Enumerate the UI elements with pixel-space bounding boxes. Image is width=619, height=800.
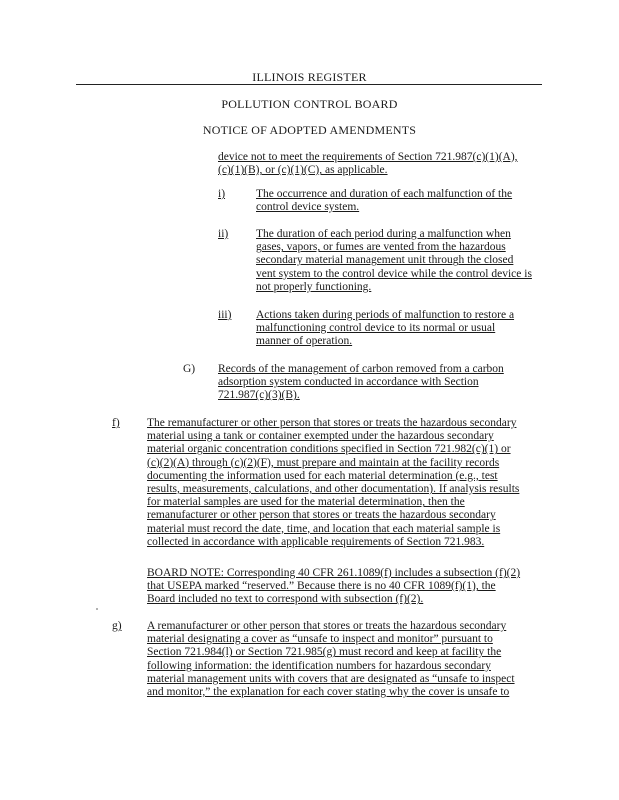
text-line: material must record the date, time, and location that each material sample is [147, 522, 501, 535]
text-line: material management units with covers that are designated as “unsafe to inspect [147, 672, 515, 685]
text-line: Actions taken during periods of malfunction to restore a [256, 309, 515, 321]
text-line: for material samples are used for the material determination, then the [147, 496, 465, 509]
item-text-i [256, 188, 512, 214]
board-note [147, 567, 520, 607]
notice-title: NOTICE OF ADOPTED AMENDMENTS [202, 123, 417, 137]
text-line: gases, vapors, or fumes are vented from the hazardous [256, 241, 506, 254]
text-line: The duration of each period during a malfunction when [256, 228, 511, 240]
header-rule [76, 84, 542, 85]
item-text-iii [256, 309, 514, 349]
text-line: malfunctioning control device to its normal or usual [256, 322, 496, 335]
text-line: Section 721.984(l) or Section 721.985(g) must record and keep at facility the [147, 646, 502, 659]
continuation-text [218, 151, 518, 177]
subsection-label-f: f) [112, 417, 120, 429]
item-label-iii: iii) [218, 309, 232, 321]
board-title: POLLUTION CONTROL BOARD [221, 97, 398, 111]
text-line: results, measurements, calculations, and other documentation). If analysis results [147, 483, 520, 496]
text-line: collected in accordance with applicable requirements of Section 721.983. [147, 535, 485, 548]
text-line: (c)(1)(B), or (c)(1)(C), as applicable. [218, 164, 388, 177]
subsection-label-g-upper: G) [183, 363, 196, 375]
text-line: following information: the identification numbers for hazardous secondary [147, 659, 491, 672]
text-line: secondary material management unit through the closed [256, 254, 514, 267]
text-line: material designating a cover as “unsafe to inspect and monitor” pursuant to [147, 633, 493, 646]
text-line: documenting the information used for each material determination (e.g., test [147, 469, 498, 482]
text-line: manner of operation. [256, 335, 353, 348]
subsection-text-g-upper [218, 363, 504, 403]
text-line: and monitor,” the explanation for each cover stating why the cover is unsafe to [147, 686, 510, 699]
text-line: vent system to the control device while the control device is [256, 267, 532, 280]
text-line: Board included no text to correspond with subsection (f)(2). [147, 593, 424, 606]
text-line: device not to meet the requirements of Section 721.987(c)(1)(A), [218, 151, 518, 163]
text-line: A remanufacturer or other person that stores or treats the hazardous secondary [147, 620, 507, 632]
text-line: (c)(2)(A) through (c)(2)(F), must prepare and maintain at the facility records [147, 456, 500, 469]
text-line: BOARD NOTE: Corresponding 40 CFR 261.1089(f) includes a subsection (f)(2) [147, 567, 521, 579]
text-line: that USEPA marked “reserved.” Because there is no 40 CFR 1089(f)(1), the [147, 580, 496, 593]
subsection-text-g [147, 620, 515, 699]
text-line: material organic concentration conditions specified in Section 721.982(c)(1) or [147, 443, 511, 456]
text-line: remanufacturer or other person that stores or treats the hazardous secondary [147, 509, 496, 522]
text-line: 721.987(c)(3)(B). [218, 389, 300, 402]
text-line: The occurrence and duration of each malfunction of the [256, 188, 513, 200]
scan-speck [96, 608, 98, 610]
text-line: Records of the management of carbon removed from a carbon [218, 363, 504, 375]
item-text-ii [256, 228, 532, 294]
subsection-text-f [147, 417, 519, 549]
text-line: The remanufacturer or other person that stores or treats the hazardous secondary [147, 417, 517, 429]
register-title: ILLINOIS REGISTER [252, 70, 367, 84]
text-line: material using a tank or container exempted under the hazardous secondary [147, 430, 494, 443]
text-line: control device system. [256, 201, 360, 214]
text-line: not properly functioning. [256, 280, 372, 293]
subsection-label-g: g) [112, 620, 122, 632]
item-label-i: i) [218, 188, 226, 200]
text-line: adsorption system conducted in accordance with Section [218, 376, 479, 389]
item-label-ii: ii) [218, 228, 229, 240]
